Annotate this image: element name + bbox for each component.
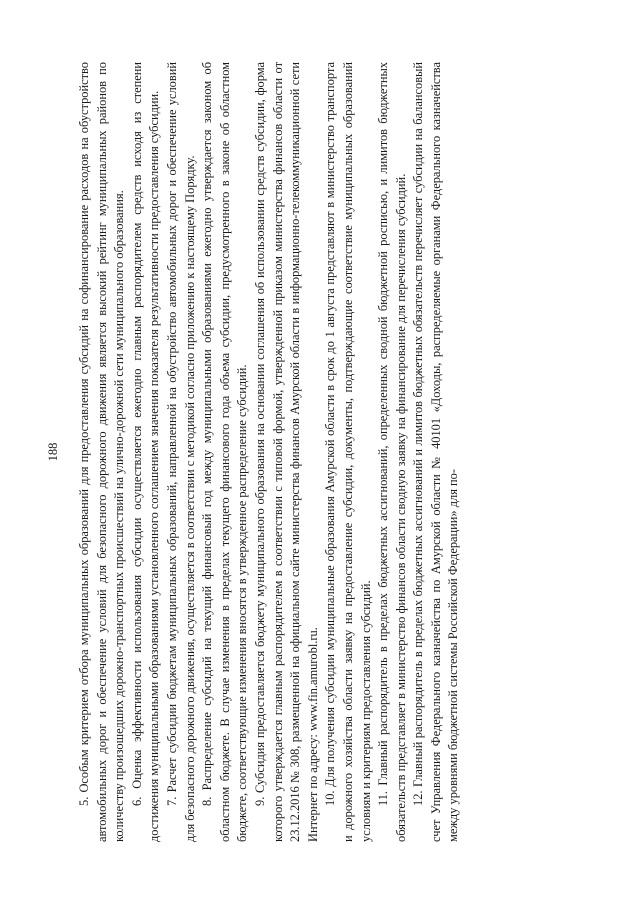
rotated-page (40, 42, 600, 862)
page-number: 188 (46, 442, 60, 462)
document-body (76, 62, 463, 842)
paragraph-11: 11. Главный распорядитель в пределах бюджетных ассигнований, определенных сводной бюджетной росписью, и лимитов бюджетных обязательств представляет в министерство финансов области сводную заявку на финансирование для перечисления субсидий. (376, 62, 408, 842)
paragraph-10: 10. Для получения субсидии муниципальные образования Амурской области в срок до 1 августа представляют в министерство транспорта и дорожного хозяйства области заявку на предоставление субсидии, документы, подтверждающие соответствие муниципальных образований условиям и критериям предоставления субсидий. (323, 62, 373, 842)
paragraph-6: 6. Оценка эффективности использования субсидии осуществляется ежегодно главным распорядителем средств исходя из степени достижения муниципальными образованиями установленного соглашением значения показателя результативности предоставления субсидии. (129, 62, 162, 842)
paragraph-5: 5. Особым критерием отбора муниципальных образований для предоставления субсидий на софинансирование расходов на обустройство автомобильных дорог и обеспечение условий для безопасного дорожного движения является высокий рейтинг муниципальных районов по количеству произошедших дорожно-транспортных происшествий на улично-дорожной сети муниципального образования. (77, 62, 127, 842)
paragraph-7: 7. Расчет субсидии бюджетам муниципальных образований, направленной на обустройство автомобильных дорог и обеспечение условий для безопасного дорожного движения, осуществляется в соответствии с методикой согласно приложению к настоящему Порядку. (164, 62, 197, 842)
paragraph-12: 12. Главный распорядитель в пределах бюджетных ассигнований и лимитов бюджетных обязательств перечисляет субсидии на балансовый счет Управления Федерального казначейства по Амурской области № 40101 «Доходы, распределяемые органами Федерального казначейства между уровнями бюджетной системы Российской Федерации» для по- (411, 62, 461, 842)
paragraph-8: 8. Распределение субсидий на текущий финансовый год между муниципальными образованиями ежегодно утверждается законом об областном бюджете. В случае изменения в пределах текущего финансового года объема субсидии, предусмотренного в законе об областном бюджете, соответствующие изменения вносятся в утвержденное распределение субсидий. (200, 62, 250, 842)
paragraph-9: 9. Субсидия предоставляется бюджету муниципального образования на основании соглашения об использовании средств субсидии, форма которого утверждается главным распорядителем в соответствии с типовой формой, утвержденной приказом министерства финансов области от 23.12.2016 № 308, размещенной на официальном сайте министерства финансов Амурской области в информационно-телекоммуникационной сети Интернет по адресу: www.fin.amurobl.ru. (252, 62, 320, 842)
